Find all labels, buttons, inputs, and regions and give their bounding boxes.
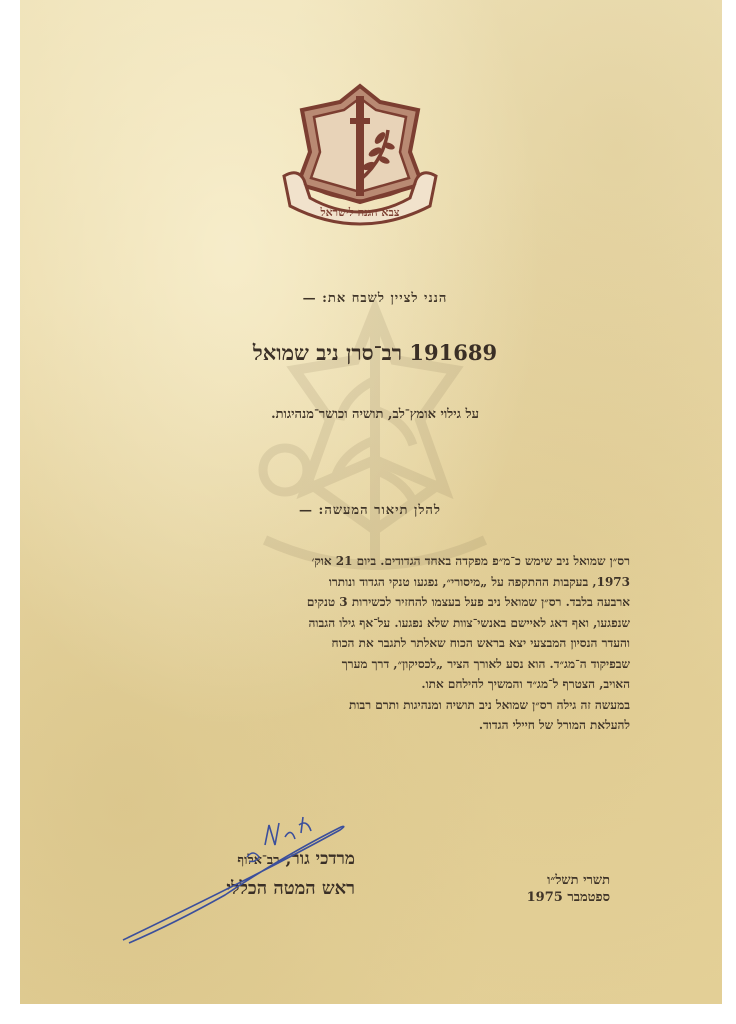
signatory-rank: רב־אלוף bbox=[237, 853, 280, 868]
recipient-line bbox=[200, 340, 550, 366]
serial-number: 191689 bbox=[409, 340, 498, 365]
body-line: שנפגעו, ואף דאג לאיישם באנשי־צוות שלא נפגעו. על־אף גילו הגבוה bbox=[308, 615, 630, 630]
signatory-name: מרדכי גור, bbox=[285, 849, 355, 869]
body-line: והעדר הנסיון המבצעי יצא בראש הכוח שאלתר לתגבר את הכוח bbox=[331, 636, 630, 650]
emblem-motto: צבא הגנה לישראל bbox=[320, 206, 400, 219]
body-line: 1973, בעקבות ההתקפה על „מיסורי״, נפגעו טנקי הגדוד ונותרו bbox=[328, 574, 630, 589]
certificate-sheet bbox=[20, 0, 722, 1004]
body-line: ארבעה בלבד. רס״ן שמואל ניב פעל בעצמו להחזיר לכשירות 3 טנקים bbox=[306, 595, 630, 609]
body-line: האויב, הצטרף ל־מג״ד והמשיך להילחם אתו. bbox=[421, 677, 630, 691]
handwritten-signature bbox=[115, 805, 360, 950]
citation-intro: הנני לציין לשבח את: — bbox=[302, 291, 448, 306]
gregorian-date: ספטמבר 1975 bbox=[526, 890, 610, 905]
body-line: במעשה זה גילה רס״ן שמואל ניב תושיה ומנהיגות ותרם רבות bbox=[349, 697, 630, 712]
citation-reason: על גילוי אומץ־לב, תושיה וכושר־מנהיגות. bbox=[271, 407, 479, 422]
body-line: שבפיקוד ה־מג״ד. הוא נסע לאורך הציר „לכסיקון״, דרך מערך bbox=[341, 656, 630, 671]
signatory-title: ראש המטה הכללי bbox=[226, 878, 355, 899]
description-heading: להלן תיאור המעשה: — bbox=[299, 503, 441, 518]
hebrew-date: תשרי תשל״ו bbox=[547, 873, 610, 888]
idf-emblem-icon bbox=[280, 80, 440, 235]
body-line: רס״ן שמואל ניב שימש כ־מ״פ מפקדה באחד הגדודים. ביום 21 אוק׳ bbox=[311, 554, 630, 568]
body-line: להעלאת המורל של חיילי הגדוד. bbox=[478, 718, 630, 732]
citation-body bbox=[175, 551, 630, 736]
recipient-name: רב־סרן ניב שמואל bbox=[252, 340, 403, 365]
